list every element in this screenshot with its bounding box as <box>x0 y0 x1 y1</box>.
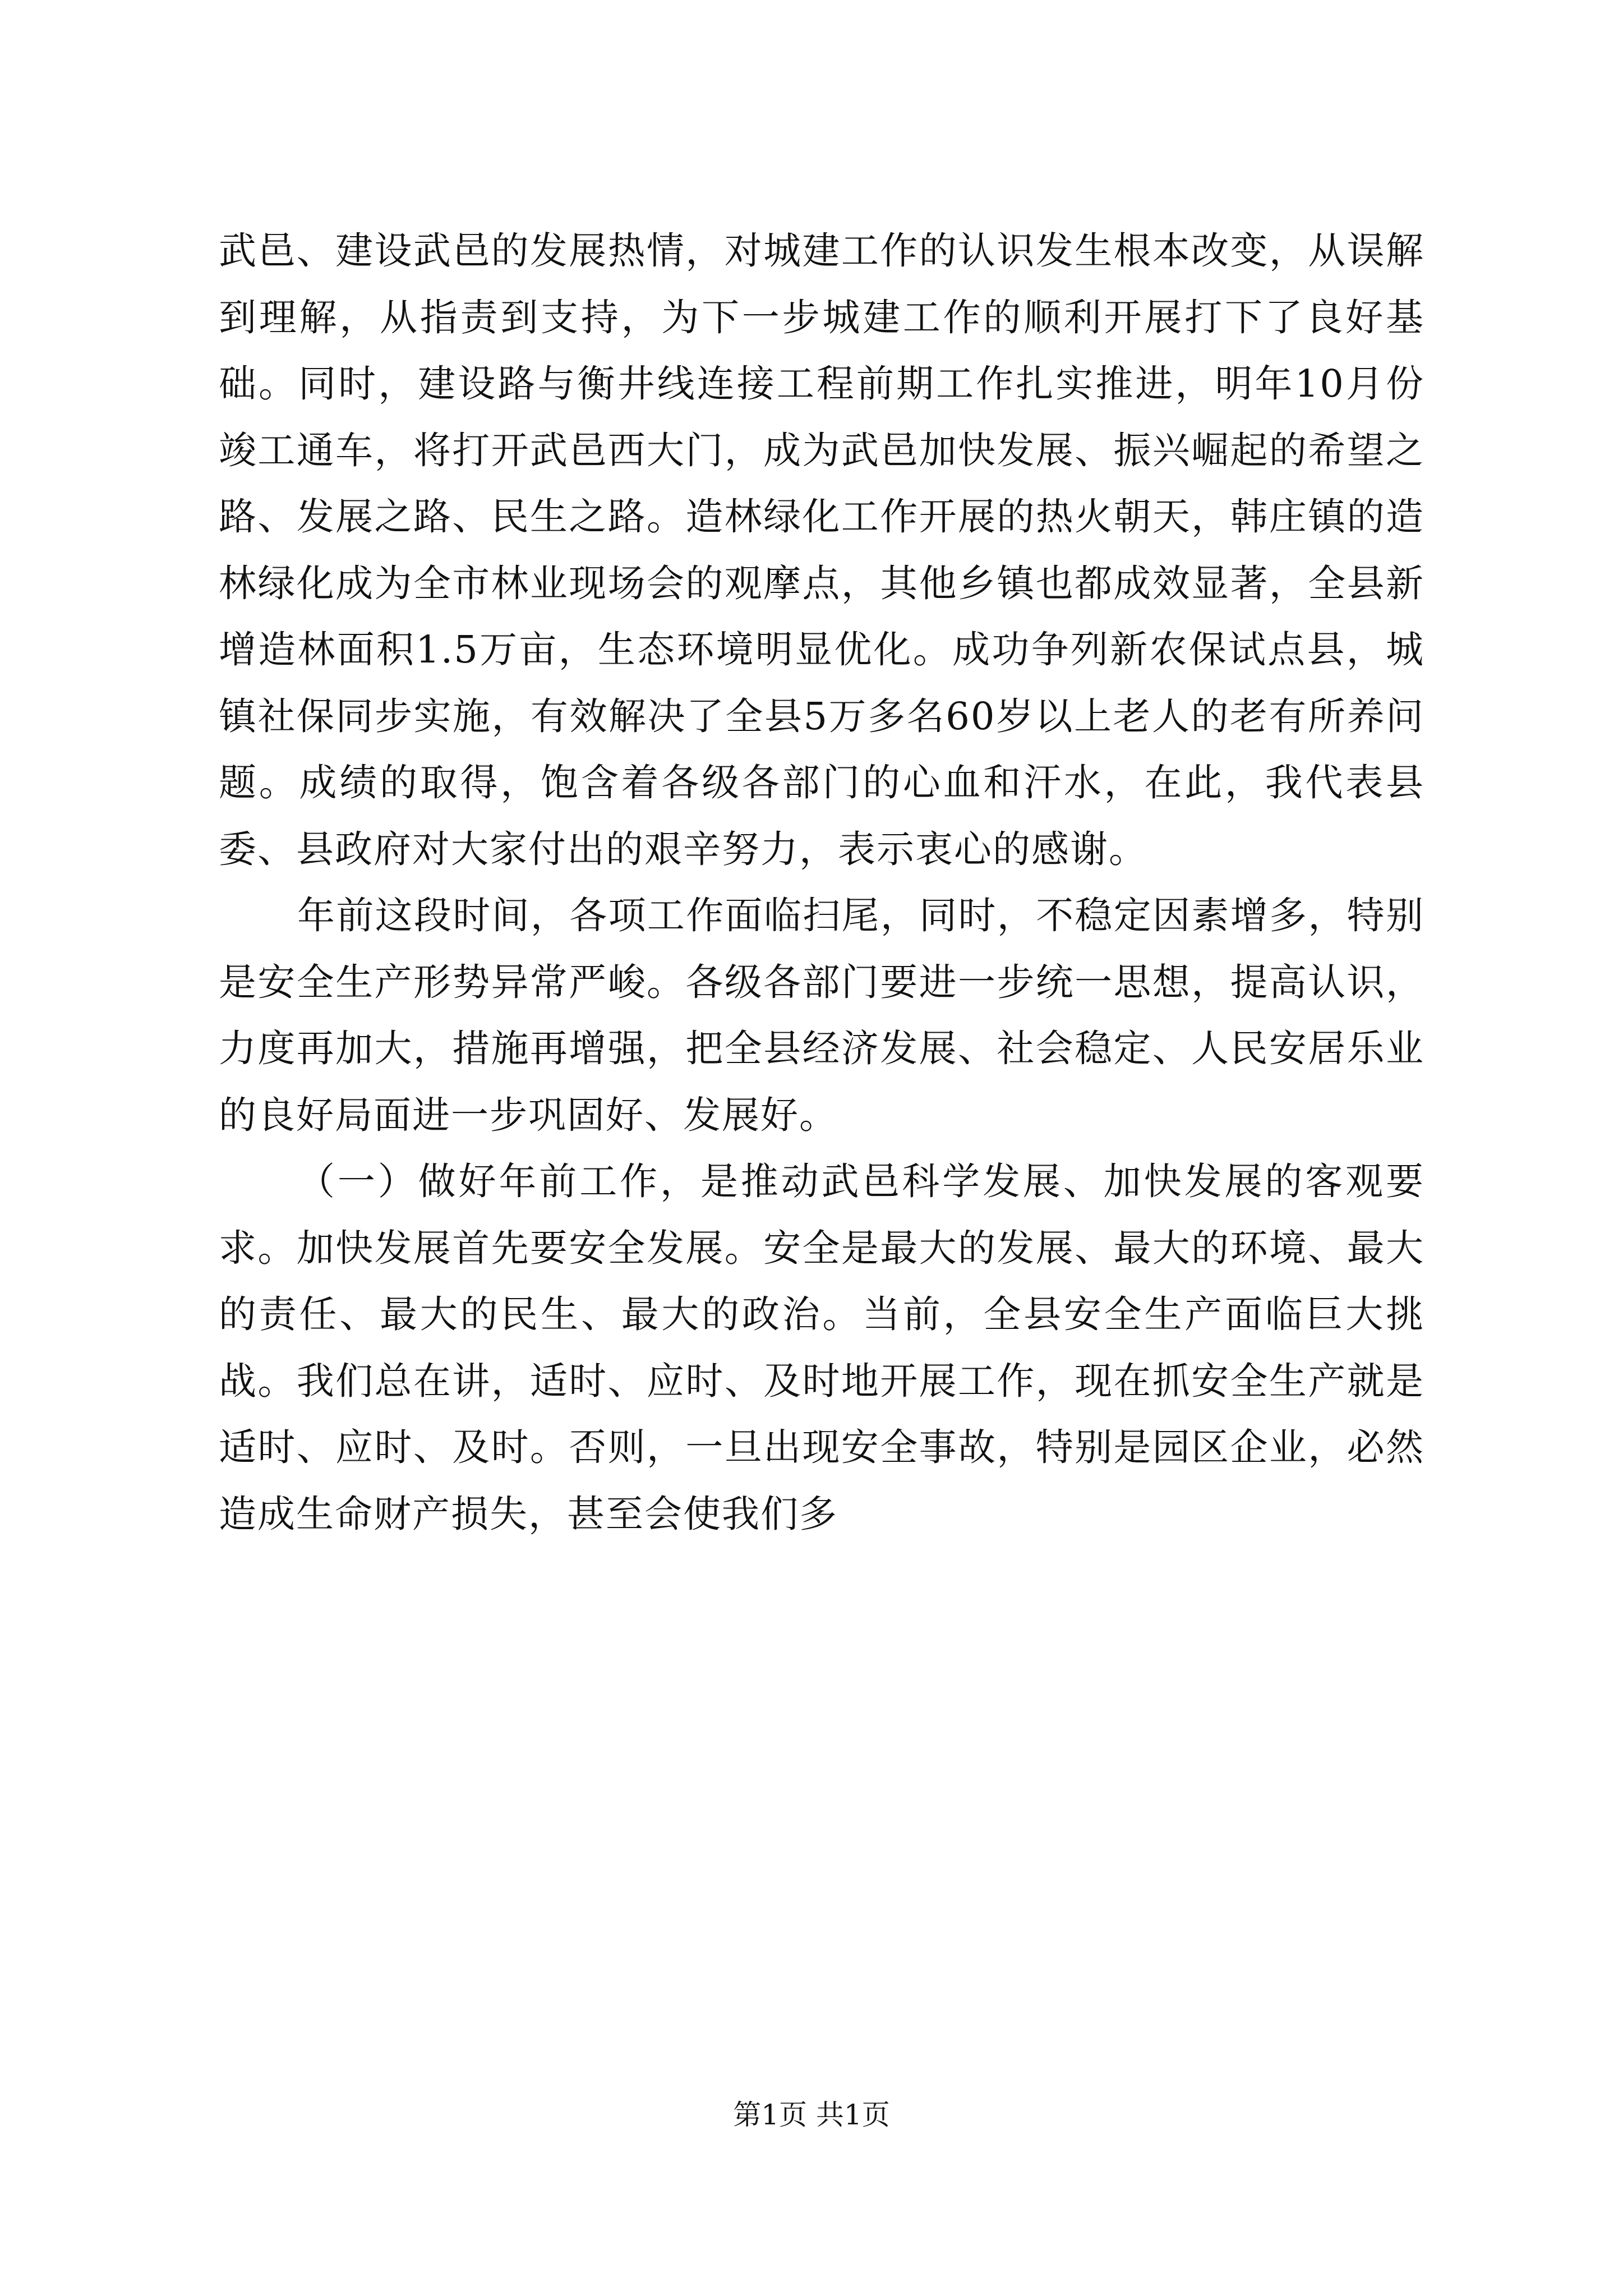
document-body <box>219 218 1424 1547</box>
paragraph-3: （一）做好年前工作，是推动武邑科学发展、加快发展的客观要求。加快发展首先要安全发展。安全是最大的发展、最大的环境、最大的责任、最大的民生、最大的政治。当前，全县安全生产面临巨大挑战。我们总在讲，适时、应时、及时地开展工作，现在抓安全生产就是适时、应时、及时。否则，一旦出现安全事故，特别是园区企业，必然造成生命财产损失，甚至会使我们多 <box>219 1159 1424 1536</box>
paragraph-1: 武邑、建设武邑的发展热情，对城建工作的认识发生根本改变，从误解到理解，从指责到支持，为下一步城建工作的顺利开展打下了良好基础。同时，建设路与衡井线连接工程前期工作扎实推进，明年10月份竣工通车，将打开武邑西大门，成为武邑加快发展、振兴崛起的希望之路、发展之路、民生之路。造林绿化工作开展的热火朝天，韩庄镇的造林绿化成为全市林业现场会的观摩点，其他乡镇也都成效显著，全县新增造林面积1.5万亩，生态环境明显优化。成功争列新农保试点县，城镇社保同步实施，有效解决了全县5万多名60岁以上老人的老有所养问题。成绩的取得，饱含着各级各部门的心血和汗水，在此，我代表县委、县政府对大家付出的艰辛努力，表示衷心的感谢。 <box>219 229 1424 871</box>
paragraph-2: 年前这段时间，各项工作面临扫尾，同时，不稳定因素增多，特别是安全生产形势异常严峻。各级各部门要进一步统一思想，提高认识，力度再加大，措施再增强，把全县经济发展、社会稳定、人民安居乐业的良好局面进一步巩固好、发展好。 <box>219 894 1424 1137</box>
page-number-footer: 第1页 共1页 <box>733 2099 890 2131</box>
